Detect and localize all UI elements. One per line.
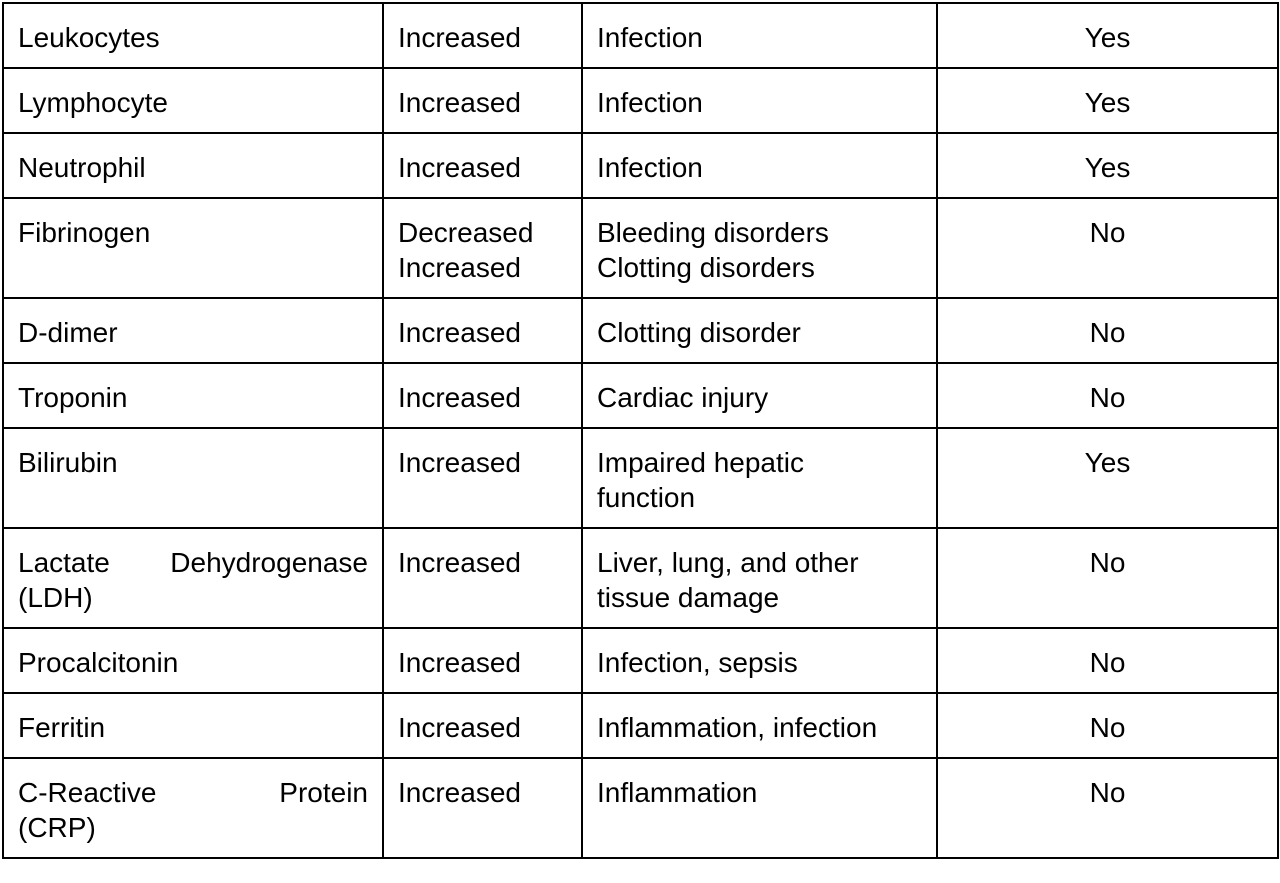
indication-cell <box>582 298 937 363</box>
indication-cell-line: Infection <box>597 87 703 118</box>
indication-cell-line: Cardiac injury <box>597 382 769 413</box>
change-cell <box>383 628 582 693</box>
indication-cell-line: tissue damage <box>597 582 780 613</box>
indication-cell-line: Clotting disorder <box>597 317 801 348</box>
indication-cell-line: Infection <box>597 152 703 183</box>
marker-cell <box>3 133 383 198</box>
change-cell <box>383 68 582 133</box>
change-cell-line: Decreased <box>398 217 534 248</box>
indication-cell <box>582 133 937 198</box>
change-cell-line: Increased <box>398 152 521 183</box>
indication-cell <box>582 628 937 693</box>
indication-cell <box>582 68 937 133</box>
marker-cell-line: Procalcitonin <box>18 647 179 678</box>
change-cell-line: Increased <box>398 547 521 578</box>
change-cell <box>383 198 582 298</box>
change-cell <box>383 693 582 758</box>
flag-cell: Yes <box>937 68 1278 133</box>
marker-cell-line: Fibrinogen <box>18 217 151 248</box>
flag-cell: No <box>937 628 1278 693</box>
indication-cell-line: function <box>597 482 696 513</box>
lab-markers-table <box>2 2 1279 859</box>
change-cell-line: Increased <box>398 22 521 53</box>
table-row <box>3 68 1278 133</box>
table-row <box>3 428 1278 528</box>
flag-cell: Yes <box>937 3 1278 68</box>
marker-cell-line: Ferritin <box>18 712 106 743</box>
change-cell-line: Increased <box>398 447 521 478</box>
marker-cell <box>3 298 383 363</box>
indication-cell <box>582 428 937 528</box>
indication-cell-line: Inflammation <box>597 777 758 808</box>
flag-cell: No <box>937 528 1278 628</box>
change-cell-line: Increased <box>398 382 521 413</box>
marker-cell-line: Lymphocyte <box>18 87 168 118</box>
table-row <box>3 528 1278 628</box>
indication-cell <box>582 758 937 858</box>
marker-cell-line: Leukocytes <box>18 22 160 53</box>
change-cell <box>383 528 582 628</box>
marker-cell <box>3 428 383 528</box>
change-cell <box>383 133 582 198</box>
change-cell-line: Increased <box>398 712 521 743</box>
flag-cell: No <box>937 198 1278 298</box>
marker-cell-line: Neutrophil <box>18 152 146 183</box>
change-cell <box>383 428 582 528</box>
flag-cell: No <box>937 298 1278 363</box>
indication-cell-line: Bleeding disorders <box>597 217 829 248</box>
indication-cell-line: Clotting disorders <box>597 252 815 283</box>
change-cell <box>383 363 582 428</box>
indication-cell <box>582 3 937 68</box>
marker-cell-line: Troponin <box>18 382 128 413</box>
change-cell-line: Increased <box>398 87 521 118</box>
change-cell-line: Increased <box>398 317 521 348</box>
table-row <box>3 628 1278 693</box>
marker-cell <box>3 693 383 758</box>
marker-cell-line: (LDH) <box>18 582 93 613</box>
flag-cell: Yes <box>937 428 1278 528</box>
change-cell <box>383 298 582 363</box>
flag-cell: No <box>937 363 1278 428</box>
indication-cell-line: Liver, lung, and other <box>597 547 859 578</box>
table-row <box>3 758 1278 858</box>
table-row <box>3 3 1278 68</box>
indication-cell <box>582 528 937 628</box>
change-cell-line: Increased <box>398 252 521 283</box>
indication-cell-line: Infection <box>597 22 703 53</box>
table-row <box>3 133 1278 198</box>
marker-cell-line: C-Reactive Protein <box>18 777 368 808</box>
marker-cell <box>3 628 383 693</box>
change-cell-line: Increased <box>398 777 521 808</box>
marker-cell-line: (CRP) <box>18 812 96 843</box>
indication-cell <box>582 363 937 428</box>
indication-cell <box>582 693 937 758</box>
indication-cell-line: Impaired hepatic <box>597 447 805 478</box>
marker-cell <box>3 68 383 133</box>
marker-cell <box>3 758 383 858</box>
change-cell-line: Increased <box>398 647 521 678</box>
marker-cell <box>3 3 383 68</box>
marker-cell <box>3 198 383 298</box>
flag-cell: No <box>937 693 1278 758</box>
table-row <box>3 198 1278 298</box>
table-row <box>3 363 1278 428</box>
marker-cell <box>3 528 383 628</box>
table-row <box>3 298 1278 363</box>
indication-cell <box>582 198 937 298</box>
marker-cell-line: Lactate Dehydrogenase <box>18 547 368 578</box>
indication-cell-line: Inflammation, infection <box>597 712 878 743</box>
change-cell <box>383 758 582 858</box>
flag-cell: No <box>937 758 1278 858</box>
marker-cell-line: Bilirubin <box>18 447 118 478</box>
change-cell <box>383 3 582 68</box>
marker-cell <box>3 363 383 428</box>
table-body <box>3 3 1278 858</box>
indication-cell-line: Infection, sepsis <box>597 647 798 678</box>
flag-cell: Yes <box>937 133 1278 198</box>
table-row <box>3 693 1278 758</box>
marker-cell-line: D-dimer <box>18 317 118 348</box>
